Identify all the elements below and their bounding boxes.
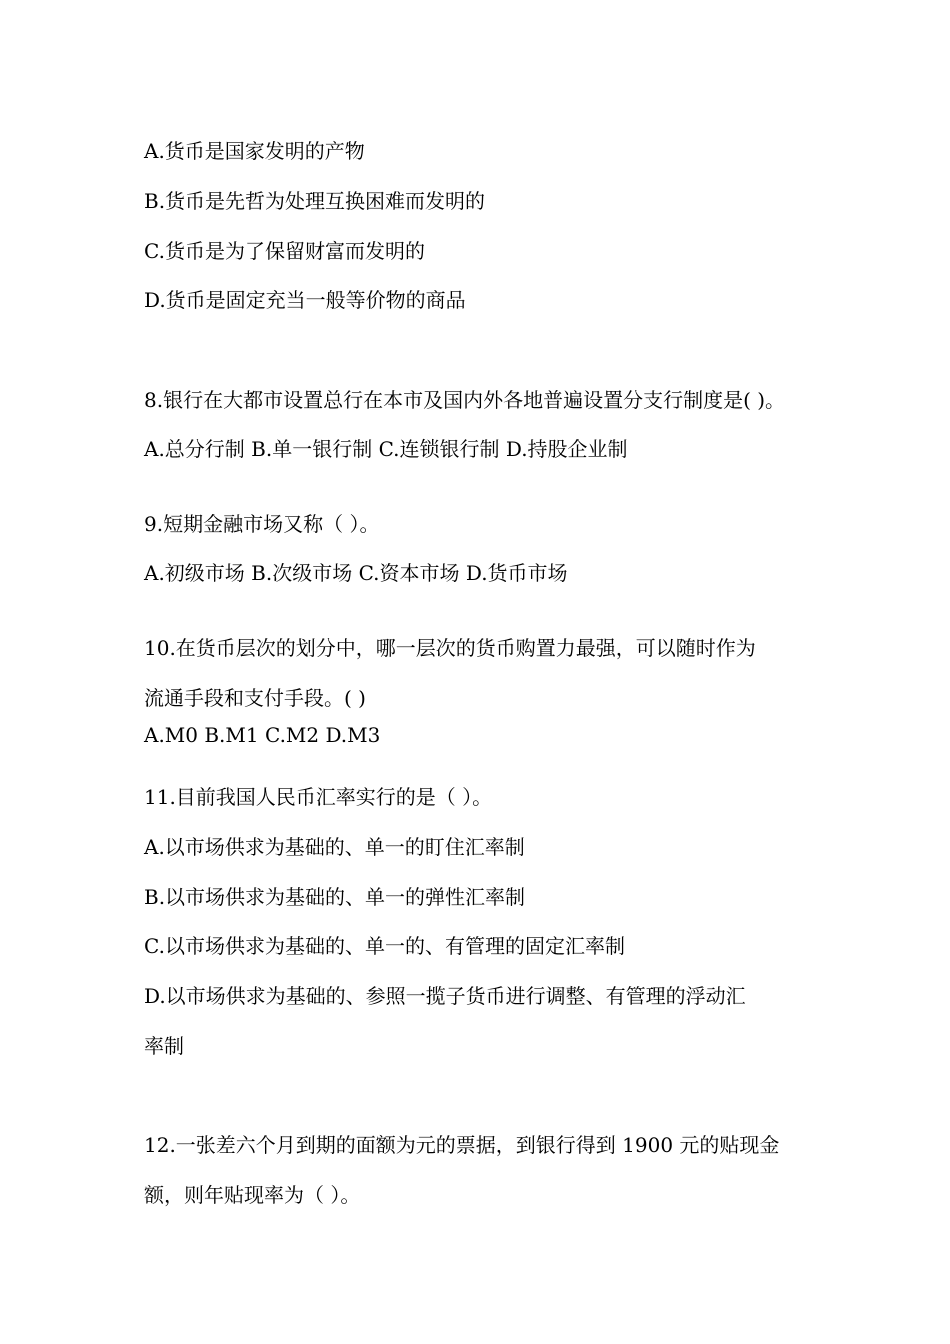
q10-options: A.M0 B.M1 C.M2 D.M3 bbox=[144, 723, 381, 747]
q10-stem-line1: 10.在货币层次的划分中，哪一层次的货币购置力最强，可以随时作为 bbox=[144, 636, 756, 660]
q12-stem-line1: 12.一张差六个月到期的面额为元的票据，到银行得到 1900 元的贴现金 bbox=[144, 1133, 780, 1157]
q11-option-d-continued: 率制 bbox=[144, 1034, 184, 1058]
q11-stem: 11.目前我国人民币汇率实行的是（ ）。 bbox=[144, 785, 493, 809]
q9-stem: 9.短期金融市场又称（ ）。 bbox=[144, 512, 380, 536]
q11-option-a: A.以市场供求为基础的、单一的盯住汇率制 bbox=[144, 835, 525, 859]
q11-option-c: C.以市场供求为基础的、单一的、有管理的固定汇率制 bbox=[144, 934, 625, 958]
q12-stem-line2: 额，则年贴现率为（ ）。 bbox=[144, 1183, 361, 1207]
prev-option-a: A.货币是国家发明的产物 bbox=[144, 139, 365, 163]
q10-stem-line2: 流通手段和支付手段。( ) bbox=[144, 686, 366, 710]
q9-options: A.初级市场 B.次级市场 C.资本市场 D.货币市场 bbox=[144, 561, 568, 585]
q11-option-b: B.以市场供求为基础的、单一的弹性汇率制 bbox=[144, 885, 526, 909]
q8-options: A.总分行制 B.单一银行制 C.连锁银行制 D.持股企业制 bbox=[144, 437, 628, 461]
q11-option-d: D.以市场供求为基础的、参照一揽子货币进行调整、有管理的浮动汇 bbox=[144, 984, 746, 1008]
q8-stem: 8.银行在大都市设置总行在本市及国内外各地普遍设置分支行制度是( )。 bbox=[144, 388, 786, 412]
prev-option-b: B.货币是先哲为处理互换困难而发明的 bbox=[144, 189, 486, 213]
prev-option-c: C.货币是为了保留财富而发明的 bbox=[144, 239, 425, 263]
prev-option-d: D.货币是固定充当一般等价物的商品 bbox=[144, 288, 466, 312]
